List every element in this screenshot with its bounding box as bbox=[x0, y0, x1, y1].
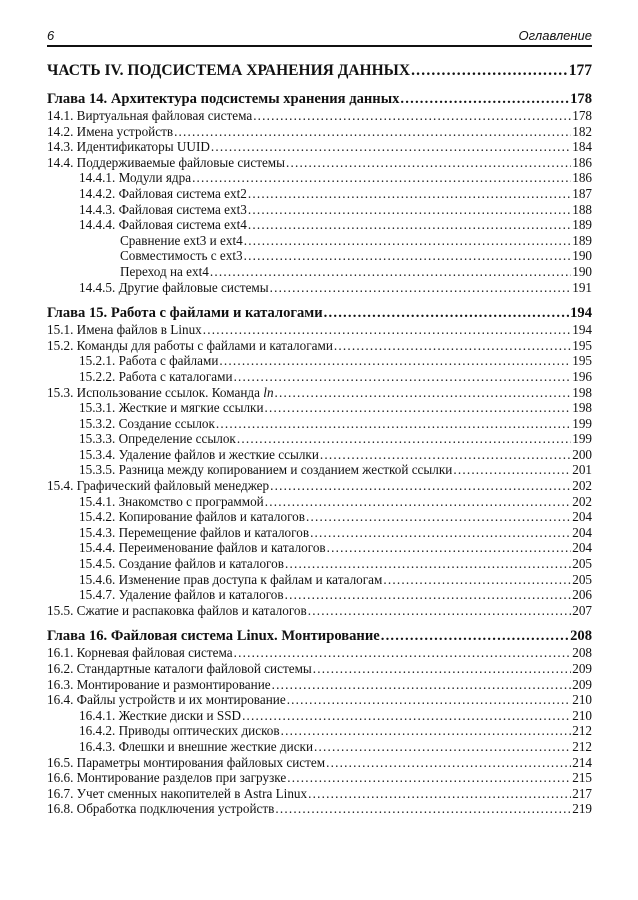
dot-leader bbox=[308, 786, 571, 802]
dot-leader bbox=[203, 322, 571, 338]
toc-section-entry[interactable] bbox=[47, 770, 592, 786]
toc-subsection-entry[interactable] bbox=[47, 217, 592, 233]
toc-section-entry[interactable] bbox=[47, 124, 592, 140]
toc-subsection-entry[interactable] bbox=[47, 525, 592, 541]
toc-entry-label: 16.7. Учет сменных накопителей в Astra Linux bbox=[47, 785, 308, 801]
dot-leader bbox=[244, 248, 572, 264]
toc-entry-label: 14.4.3. Файловая система ext3 bbox=[79, 201, 247, 217]
dot-leader bbox=[265, 400, 572, 416]
toc-subsection-entry[interactable] bbox=[47, 400, 592, 416]
toc-subsection-entry[interactable] bbox=[47, 462, 592, 478]
toc-entry-page: 212 bbox=[572, 723, 592, 739]
toc-entry-page: 208 bbox=[570, 628, 592, 645]
toc-entry-page: 209 bbox=[572, 661, 592, 676]
toc-section-entry[interactable] bbox=[47, 322, 592, 338]
dot-leader bbox=[248, 202, 571, 218]
toc-entry-page: 189 bbox=[572, 217, 592, 233]
toc-entry-page: 202 bbox=[572, 493, 592, 509]
toc-section-entry[interactable] bbox=[47, 755, 592, 771]
toc-chapter-entry[interactable] bbox=[47, 627, 592, 645]
toc-entry-page: 178 bbox=[570, 91, 592, 107]
dot-leader bbox=[334, 338, 571, 354]
toc-entry-page: 199 bbox=[572, 415, 592, 431]
dot-leader bbox=[244, 233, 572, 249]
toc-section-entry[interactable] bbox=[47, 139, 592, 155]
toc-entry-label: 16.5. Параметры монтирования файловых систем bbox=[47, 754, 326, 770]
dot-leader bbox=[381, 627, 569, 645]
toc-entry-label: 15.3.4. Удаление файлов и жесткие ссылки bbox=[79, 446, 319, 462]
toc-entry-page: 201 bbox=[572, 462, 592, 478]
toc-entry-label: 15.3.2. Создание ссылок bbox=[79, 415, 215, 431]
toc-entry-label: 16.2. Стандартные каталоги файловой системы bbox=[47, 661, 312, 676]
dot-leader bbox=[248, 186, 571, 202]
toc-subsection-entry[interactable] bbox=[47, 509, 592, 525]
dot-leader bbox=[287, 770, 571, 786]
dot-leader bbox=[272, 677, 572, 693]
toc-subsection-entry[interactable] bbox=[47, 186, 592, 202]
toc-entry-page: 202 bbox=[572, 478, 592, 494]
toc-entry-label: 15.2. Команды для работы с файлами и каталогами bbox=[47, 337, 333, 353]
dot-leader bbox=[248, 217, 571, 233]
toc-entry-label: 15.4.5. Создание файлов и каталогов bbox=[79, 556, 284, 572]
dot-leader bbox=[281, 723, 572, 739]
toc-entry-page: 214 bbox=[572, 754, 592, 770]
dot-leader bbox=[453, 462, 571, 478]
dot-leader bbox=[216, 416, 571, 432]
toc-entry-label: 14.4.2. Файловая система ext2 bbox=[79, 185, 247, 201]
toc-subsection-entry[interactable] bbox=[47, 556, 592, 572]
toc-entry-label: 14.4.4. Файловая система ext4 bbox=[79, 217, 247, 233]
toc-entry-label: 16.4.2. Приводы оптических дисков bbox=[79, 723, 280, 739]
dot-leader bbox=[308, 603, 571, 619]
toc-entry-label: 14.3. Идентификаторы UUID bbox=[47, 139, 210, 155]
toc-entry-label: 15.4.3. Перемещение файлов и каталогов bbox=[79, 524, 310, 540]
toc-subsubsection-entry[interactable] bbox=[47, 264, 592, 280]
toc-subsection-entry[interactable] bbox=[47, 416, 592, 432]
toc-subsection-entry[interactable] bbox=[47, 202, 592, 218]
dot-leader bbox=[326, 755, 571, 771]
toc-entry-page: 195 bbox=[572, 353, 592, 369]
toc-entry-label: 16.4.1. Жесткие диски и SSD bbox=[79, 707, 242, 723]
toc-entry-page: 208 bbox=[572, 645, 592, 661]
toc-entry-label: 15.2.1. Работа с файлами bbox=[79, 353, 219, 369]
dot-leader bbox=[324, 304, 569, 322]
toc-entry-label: 15.4.4. Переименование файлов и каталогов bbox=[79, 540, 326, 556]
dot-leader bbox=[219, 353, 571, 369]
toc-entry-page: 200 bbox=[572, 446, 592, 462]
toc-entry-label: 14.2. Имена устройств bbox=[47, 123, 174, 139]
dot-leader bbox=[314, 739, 571, 755]
toc-entry-page: 204 bbox=[572, 540, 592, 556]
toc-entry-label: 14.4.1. Модули ядра bbox=[79, 170, 192, 186]
dot-leader bbox=[400, 90, 569, 108]
toc-entry-page: 205 bbox=[572, 556, 592, 572]
toc-section-entry[interactable] bbox=[47, 385, 592, 401]
toc-entry-label: 15.5. Сжатие и распаковка файлов и каталогов bbox=[47, 602, 307, 618]
toc-entry-page: 189 bbox=[572, 232, 592, 248]
dot-leader bbox=[313, 661, 571, 677]
toc-entry-page: 198 bbox=[572, 384, 592, 400]
toc-entry-label: 16.8. Обработка подключения устройств bbox=[47, 801, 275, 817]
toc-subsection-entry[interactable] bbox=[47, 447, 592, 463]
toc-entry-label: 15.4.2. Копирование файлов и каталогов bbox=[79, 509, 305, 525]
toc-entry-label: Глава 16. Файловая система Linux. Монтирование bbox=[47, 628, 380, 645]
table-of-contents bbox=[47, 61, 592, 817]
toc-entry-page: 190 bbox=[572, 248, 592, 264]
toc-entry-label: Совместимость с ext3 bbox=[120, 248, 243, 264]
toc-subsection-entry[interactable] bbox=[47, 739, 592, 755]
toc-section-entry[interactable] bbox=[47, 801, 592, 817]
running-header bbox=[47, 28, 592, 44]
toc-entry-page: 210 bbox=[572, 707, 592, 723]
toc-entry-page: 199 bbox=[572, 431, 592, 447]
dot-leader bbox=[237, 431, 571, 447]
dot-leader bbox=[253, 108, 571, 124]
toc-subsection-entry[interactable] bbox=[47, 353, 592, 369]
dot-leader bbox=[174, 124, 571, 140]
dot-leader bbox=[210, 264, 571, 280]
dot-leader bbox=[383, 572, 571, 588]
toc-entry-label: 14.4.5. Другие файловые системы bbox=[79, 279, 269, 295]
toc-subsection-entry[interactable] bbox=[47, 708, 592, 724]
toc-chapter-entry[interactable] bbox=[47, 304, 592, 322]
toc-section-entry[interactable] bbox=[47, 786, 592, 802]
toc-part-entry[interactable] bbox=[47, 61, 592, 81]
toc-entry-page: 212 bbox=[572, 738, 592, 754]
toc-entry-label: 15.3.5. Разница между копированием и созданием жесткой ссылки bbox=[79, 462, 453, 478]
toc-entry-label: Сравнение ext3 и ext4 bbox=[120, 232, 243, 248]
dot-leader bbox=[211, 139, 571, 155]
dot-leader bbox=[320, 447, 571, 463]
toc-entry-label: 16.3. Монтирование и размонтирование bbox=[47, 676, 271, 692]
dot-leader bbox=[411, 61, 568, 81]
running-title: Оглавление bbox=[518, 28, 592, 43]
toc-entry-label: 16.4. Файлы устройств и их монтирование bbox=[47, 692, 286, 708]
dot-leader bbox=[306, 509, 571, 525]
toc-section-entry[interactable] bbox=[47, 338, 592, 354]
toc-section-entry[interactable] bbox=[47, 478, 592, 494]
toc-subsection-entry[interactable] bbox=[47, 540, 592, 556]
toc-entry-page: 219 bbox=[572, 801, 592, 817]
toc-entry-label: 16.4.3. Флешки и внешние жесткие диски bbox=[79, 738, 314, 754]
dot-leader bbox=[327, 540, 572, 556]
toc-subsubsection-entry[interactable] bbox=[47, 248, 592, 264]
toc-entry-page: 188 bbox=[572, 201, 592, 217]
toc-entry-page: 204 bbox=[572, 509, 592, 525]
toc-entry-label: 15.4. Графический файловый менеджер bbox=[47, 478, 270, 494]
toc-entry-label: 15.3. Использование ссылок. Команда ln bbox=[47, 384, 274, 400]
toc-section-entry[interactable] bbox=[47, 603, 592, 619]
toc-entry-label: 15.4.1. Знакомство с программой bbox=[79, 493, 264, 509]
dot-leader bbox=[270, 478, 571, 494]
command-name: ln bbox=[263, 384, 274, 400]
toc-entry-page: 207 bbox=[572, 602, 592, 618]
toc-chapters bbox=[47, 90, 592, 817]
toc-subsection-entry[interactable] bbox=[47, 170, 592, 186]
dot-leader bbox=[275, 801, 571, 817]
toc-entry-page: 196 bbox=[572, 368, 592, 384]
toc-entry-page: 209 bbox=[572, 676, 592, 692]
toc-entry-page: 210 bbox=[572, 692, 592, 708]
toc-entry-page: 186 bbox=[572, 154, 592, 170]
dot-leader bbox=[285, 556, 571, 572]
toc-entry-page: 204 bbox=[572, 524, 592, 540]
toc-subsection-entry[interactable] bbox=[47, 723, 592, 739]
dot-leader bbox=[265, 494, 571, 510]
toc-subsection-entry[interactable] bbox=[47, 280, 592, 296]
dot-leader bbox=[234, 645, 572, 661]
toc-entry-page: 182 bbox=[572, 123, 592, 139]
toc-subsection-entry[interactable] bbox=[47, 494, 592, 510]
toc-subsection-entry[interactable] bbox=[47, 587, 592, 603]
dot-leader bbox=[285, 587, 572, 603]
toc-entry-label: Глава 15. Работа с файлами и каталогами bbox=[47, 305, 323, 322]
toc-subsection-entry[interactable] bbox=[47, 431, 592, 447]
toc-entry-label: 16.6. Монтирование разделов при загрузке bbox=[47, 770, 287, 786]
toc-entry-label: ЧАСТЬ IV. ПОДСИСТЕМА ХРАНЕНИЯ ДАННЫХ bbox=[47, 62, 411, 79]
dot-leader bbox=[287, 692, 572, 708]
toc-entry-page: 186 bbox=[572, 170, 592, 186]
toc-entry-label: 15.4.6. Изменение прав доступа к файлам и каталогам bbox=[79, 571, 383, 587]
toc-entry-page: 190 bbox=[572, 263, 592, 279]
toc-subsection-entry[interactable] bbox=[47, 369, 592, 385]
toc-section-entry[interactable] bbox=[47, 108, 592, 124]
toc-subsubsection-entry[interactable] bbox=[47, 233, 592, 249]
header-rule bbox=[47, 45, 592, 47]
toc-entry-label: Переход на ext4 bbox=[120, 263, 209, 279]
toc-entry-page: 178 bbox=[572, 108, 592, 123]
dot-leader bbox=[270, 280, 572, 296]
dot-leader bbox=[192, 170, 571, 186]
toc-entry-label: 14.1. Виртуальная файловая система bbox=[47, 108, 253, 123]
toc-section-entry[interactable] bbox=[47, 155, 592, 171]
toc-section-entry[interactable] bbox=[47, 677, 592, 693]
toc-entry-label: 15.3.3. Определение ссылок bbox=[79, 431, 236, 447]
toc-entry-label: Глава 14. Архитектура подсистемы хранения данных bbox=[47, 91, 400, 107]
toc-entry-page: 177 bbox=[568, 62, 592, 79]
toc-entry-page: 194 bbox=[572, 322, 592, 338]
toc-entry-page: 191 bbox=[572, 279, 592, 295]
toc-entry-label: 15.1. Имена файлов в Linux bbox=[47, 322, 202, 338]
toc-entry-label: 16.1. Корневая файловая система bbox=[47, 645, 233, 661]
toc-entry-page: 206 bbox=[572, 587, 592, 603]
toc-entry-page: 184 bbox=[572, 139, 592, 155]
toc-entry-page: 187 bbox=[572, 185, 592, 201]
toc-entry-page: 194 bbox=[570, 305, 592, 322]
toc-entry-label: 15.2.2. Работа с каталогами bbox=[79, 368, 233, 384]
toc-subsection-entry[interactable] bbox=[47, 572, 592, 588]
toc-section-entry[interactable] bbox=[47, 645, 592, 661]
toc-entry-label: 15.3.1. Жесткие и мягкие ссылки bbox=[79, 400, 264, 416]
toc-entry-page: 195 bbox=[572, 337, 592, 353]
toc-chapter-entry[interactable] bbox=[47, 90, 592, 108]
dot-leader bbox=[242, 708, 571, 724]
dot-leader bbox=[286, 155, 571, 171]
toc-entry-page: 198 bbox=[572, 400, 592, 416]
toc-entry-label: 14.4. Поддерживаемые файловые системы bbox=[47, 154, 286, 170]
toc-section-entry[interactable] bbox=[47, 692, 592, 708]
page-number: 6 bbox=[47, 28, 55, 43]
toc-entry-page: 205 bbox=[572, 571, 592, 587]
dot-leader bbox=[275, 385, 572, 401]
toc-entry-page: 217 bbox=[572, 785, 592, 801]
dot-leader bbox=[234, 369, 572, 385]
toc-entry-page: 215 bbox=[572, 770, 592, 786]
toc-entry-label: 15.4.7. Удаление файлов и каталогов bbox=[79, 587, 284, 603]
dot-leader bbox=[310, 525, 571, 541]
toc-section-entry[interactable] bbox=[47, 661, 592, 677]
